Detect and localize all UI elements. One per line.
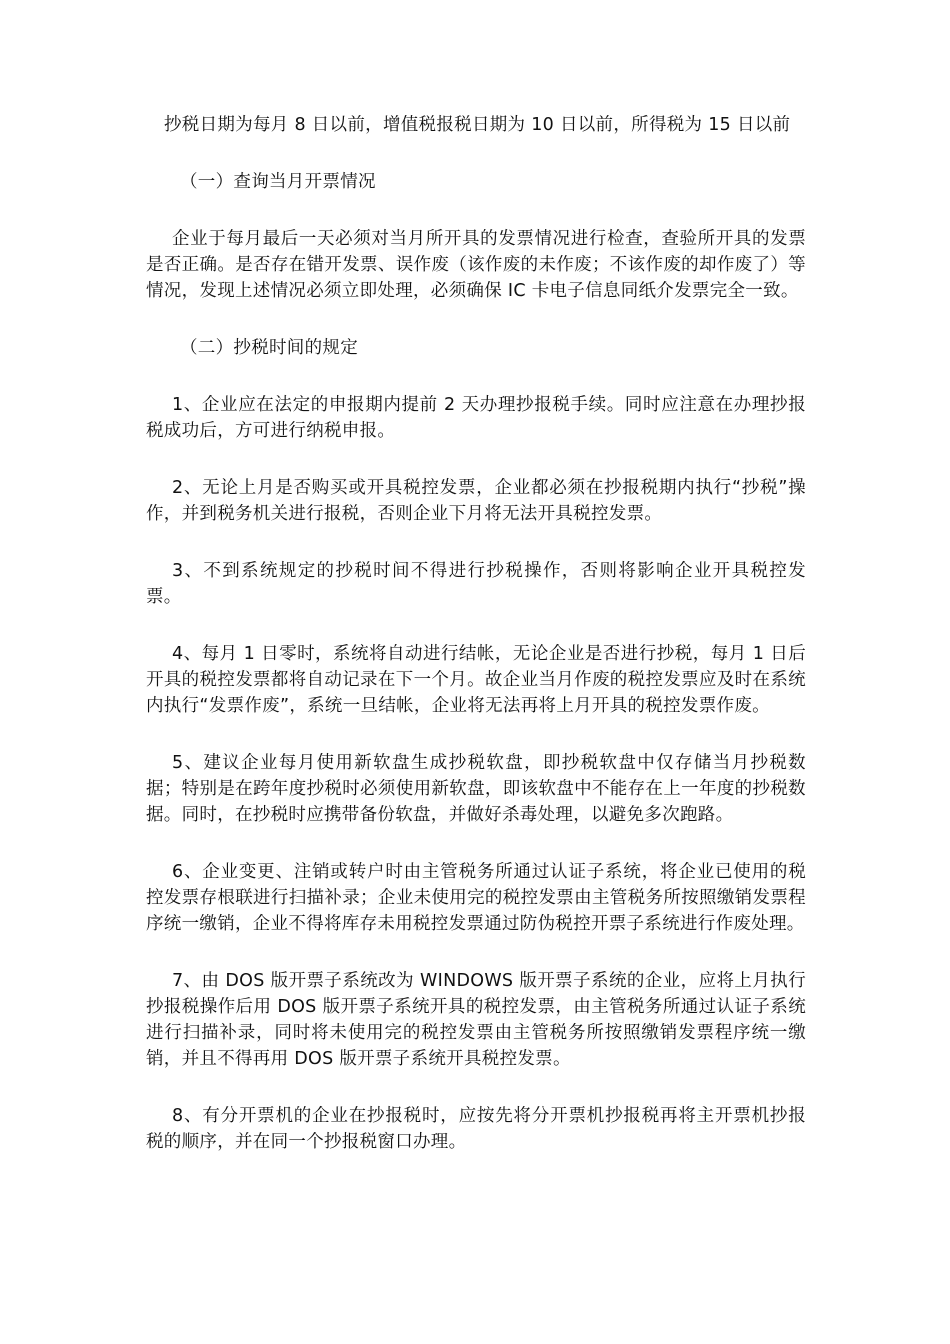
rule-item-1: 1、企业应在法定的申报期内提前 2 天办理抄报税手续。同时应注意在办理抄报税成功后，方可进行纳税申报。 bbox=[146, 395, 806, 441]
intro-paragraph: 抄税日期为每月 8 日以前，增值税报税日期为 10 日以前，所得税为 15 日以前 bbox=[164, 115, 791, 135]
rule-item-4: 4、每月 1 日零时，系统将自动进行结帐，无论企业是否进行抄税，每月 1 日后开具的税控发票都将自动记录在下一个月。故企业当月作废的税控发票应及时在系统内执行“发票作废”，系统一旦结帐，企业将无法再将上月开具的税控发票作废。 bbox=[146, 644, 806, 716]
section-1-heading: （一）查询当月开票情况 bbox=[180, 172, 376, 192]
rule-item-6: 6、企业变更、注销或转户时由主管税务所通过认证子系统，将企业已使用的税控发票存根联进行扫描补录；企业未使用完的税控发票由主管税务所按照缴销发票程序统一缴销，企业不得将库存未用税控发票通过防伪税控开票子系统进行作废处理。 bbox=[146, 862, 806, 934]
document-body bbox=[146, 112, 806, 1186]
section-2-heading: （二）抄税时间的规定 bbox=[180, 338, 358, 358]
rule-item-7: 7、由 DOS 版开票子系统改为 WINDOWS 版开票子系统的企业，应将上月执行抄报税操作后用 DOS 版开票子系统开具的税控发票，由主管税务所通过认证子系统进行扫描补录，同时将未使用完的税控发票由主管税务所按照缴销发票程序统一缴销，并且不得再用 DOS 版开票子系统开具税控发票。 bbox=[146, 971, 806, 1069]
rule-item-3: 3、不到系统规定的抄税时间不得进行抄税操作，否则将影响企业开具税控发票。 bbox=[146, 561, 806, 607]
rule-item-5: 5、建议企业每月使用新软盘生成抄税软盘，即抄税软盘中仅存储当月抄税数据；特别是在跨年度抄税时必须使用新软盘，即该软盘中不能存在上一年度的抄税数据。同时，在抄税时应携带备份软盘，并做好杀毒处理，以避免多次跑路。 bbox=[146, 753, 806, 825]
rule-item-2: 2、无论上月是否购买或开具税控发票，企业都必须在抄报税期内执行“抄税”操作，并到税务机关进行报税，否则企业下月将无法开具税控发票。 bbox=[146, 478, 806, 524]
section-1-paragraph: 企业于每月最后一天必须对当月所开具的发票情况进行检查，查验所开具的发票是否正确。是否存在错开发票、误作废（该作废的未作废；不该作废的却作废了）等情况，发现上述情况必须立即处理，必须确保 IC 卡电子信息同纸介发票完全一致。 bbox=[146, 229, 806, 301]
rule-item-8: 8、有分开票机的企业在抄报税时，应按先将分开票机抄报税再将主开票机抄报税的顺序，并在同一个抄报税窗口办理。 bbox=[146, 1106, 806, 1152]
